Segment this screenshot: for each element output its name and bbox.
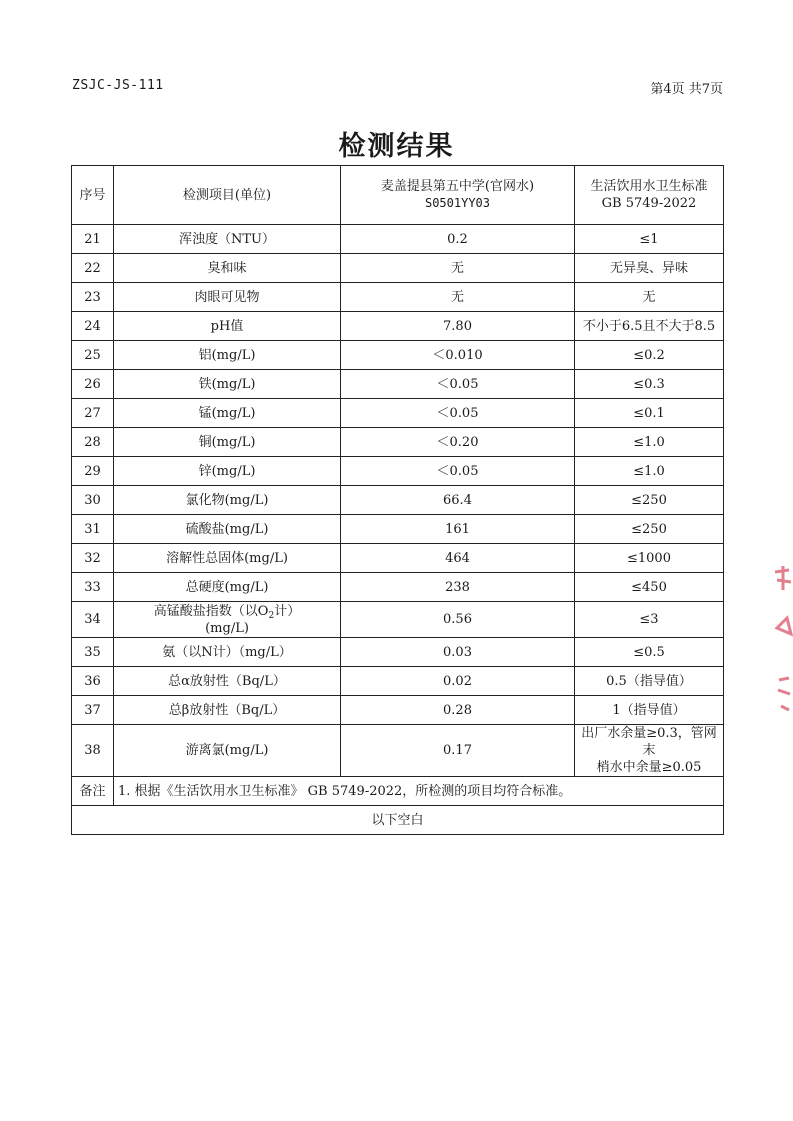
row-no: 37: [72, 696, 114, 725]
row-no: 22: [72, 254, 114, 283]
row-item: 溶解性总固体(mg/L): [114, 544, 341, 573]
page-title: 检测结果: [338, 131, 455, 162]
table-row: [72, 341, 724, 370]
standard-code: GB 5749-2022: [601, 196, 697, 211]
sample-name: 麦盖提县第五中学(官网水): [380, 179, 535, 194]
row-no: 25: [72, 341, 114, 370]
table-row: [72, 515, 724, 544]
table-row: [72, 725, 724, 777]
standard-name: 生活饮用水卫生标准: [590, 179, 708, 194]
remark-text: 1. 根据《生活饮用水卫生标准》 GB 5749-2022，所检测的项目均符合标准。: [114, 777, 724, 806]
row-limit: 1（指导值）: [575, 696, 724, 725]
row-limit: ≤3: [575, 602, 724, 638]
row-limit: ≤1000: [575, 544, 724, 573]
table-row: [72, 370, 724, 399]
row-limit: ≤250: [575, 486, 724, 515]
row-result: 7.80: [341, 312, 575, 341]
results-table: [71, 165, 724, 835]
row-result: 0.28: [341, 696, 575, 725]
row-item: 游离氯(mg/L): [114, 725, 341, 777]
col-header-item: 检测项目(单位): [114, 166, 341, 225]
row-item-line1: 高锰酸盐指数（以$O_2$计）: [153, 603, 301, 621]
table-row: [72, 457, 724, 486]
row-item: 肉眼可见物: [114, 283, 341, 312]
row-limit: [575, 725, 724, 777]
row-result: 66.4: [341, 486, 575, 515]
row-limit: 0.5（指导值）: [575, 667, 724, 696]
row-item: 总α放射性（Bq/L）: [114, 667, 341, 696]
row-no: 38: [72, 725, 114, 777]
report-code: ZSJC-JS-111: [72, 78, 164, 93]
row-result: 0.56: [341, 602, 575, 638]
row-limit: ≤450: [575, 573, 724, 602]
col-header-sample: [341, 166, 575, 225]
row-item: 臭和味: [114, 254, 341, 283]
row-item-line2: (mg/L): [205, 620, 249, 636]
row-result: 238: [341, 573, 575, 602]
table-header-row: [72, 166, 724, 225]
row-item: 锰(mg/L): [114, 399, 341, 428]
table-row: [72, 254, 724, 283]
row-item: 总β放射性（Bq/L）: [114, 696, 341, 725]
row-limit-line1: 出厂水余量≥0.3，管网末: [581, 726, 717, 758]
table-row: [72, 283, 724, 312]
row-item: pH值: [114, 312, 341, 341]
row-limit: ≤1.0: [575, 428, 724, 457]
row-no: 30: [72, 486, 114, 515]
row-result: ＜0.05: [341, 457, 575, 486]
table-row: [72, 602, 724, 638]
row-item: [114, 602, 341, 638]
row-item: 氨（以N计）（mg/L）: [114, 638, 341, 667]
row-no: 26: [72, 370, 114, 399]
row-result: 0.2: [341, 225, 575, 254]
row-limit: ≤0.2: [575, 341, 724, 370]
row-no: 29: [72, 457, 114, 486]
row-item: 总硬度(mg/L): [114, 573, 341, 602]
row-no: 32: [72, 544, 114, 573]
row-limit: 无: [575, 283, 724, 312]
sample-code: S0501YY03: [424, 196, 491, 210]
row-result: ＜0.05: [341, 399, 575, 428]
remark-label: 备注: [72, 777, 114, 806]
row-limit: ≤1: [575, 225, 724, 254]
row-limit-line2: 梢水中余量≥0.05: [596, 760, 702, 775]
col-header-no: 序号: [72, 166, 114, 225]
row-result: 0.02: [341, 667, 575, 696]
row-result: 0.17: [341, 725, 575, 777]
row-result: 464: [341, 544, 575, 573]
table-row: [72, 428, 724, 457]
table-row: [72, 312, 724, 341]
row-no: 36: [72, 667, 114, 696]
page-number: 第4页 共7页: [650, 82, 723, 97]
row-limit: ≤250: [575, 515, 724, 544]
row-result: ＜0.20: [341, 428, 575, 457]
row-result: 161: [341, 515, 575, 544]
table-row: [72, 399, 724, 428]
row-limit: 不小于6.5且不大于8.5: [575, 312, 724, 341]
end-marker: 以下空白: [72, 806, 724, 835]
row-item: 铜(mg/L): [114, 428, 341, 457]
seal-stamp-icon: [769, 560, 793, 730]
row-limit: 无异臭、异味: [575, 254, 724, 283]
table-row: [72, 638, 724, 667]
row-item: 硫酸盐(mg/L): [114, 515, 341, 544]
row-item: 铁(mg/L): [114, 370, 341, 399]
row-no: 24: [72, 312, 114, 341]
row-result: ＜0.010: [341, 341, 575, 370]
row-item: 氯化物(mg/L): [114, 486, 341, 515]
row-result: 无: [341, 283, 575, 312]
row-limit: ≤0.3: [575, 370, 724, 399]
row-result: 无: [341, 254, 575, 283]
row-no: 33: [72, 573, 114, 602]
table-row: [72, 667, 724, 696]
remark-row: [72, 777, 724, 806]
row-limit: ≤1.0: [575, 457, 724, 486]
row-limit: ≤0.1: [575, 399, 724, 428]
row-no: 28: [72, 428, 114, 457]
end-row: [72, 806, 724, 835]
table-row: [72, 544, 724, 573]
row-result: ＜0.05: [341, 370, 575, 399]
row-result: 0.03: [341, 638, 575, 667]
row-item: 浑浊度（NTU）: [114, 225, 341, 254]
table-row: [72, 696, 724, 725]
col-header-standard: [575, 166, 724, 225]
row-no: 34: [72, 602, 114, 638]
table-row: [72, 573, 724, 602]
row-item: 铝(mg/L): [114, 341, 341, 370]
table-row: [72, 225, 724, 254]
row-item: 锌(mg/L): [114, 457, 341, 486]
row-no: 31: [72, 515, 114, 544]
row-no: 21: [72, 225, 114, 254]
row-no: 23: [72, 283, 114, 312]
row-no: 35: [72, 638, 114, 667]
row-limit: ≤0.5: [575, 638, 724, 667]
table-row: [72, 486, 724, 515]
row-no: 27: [72, 399, 114, 428]
